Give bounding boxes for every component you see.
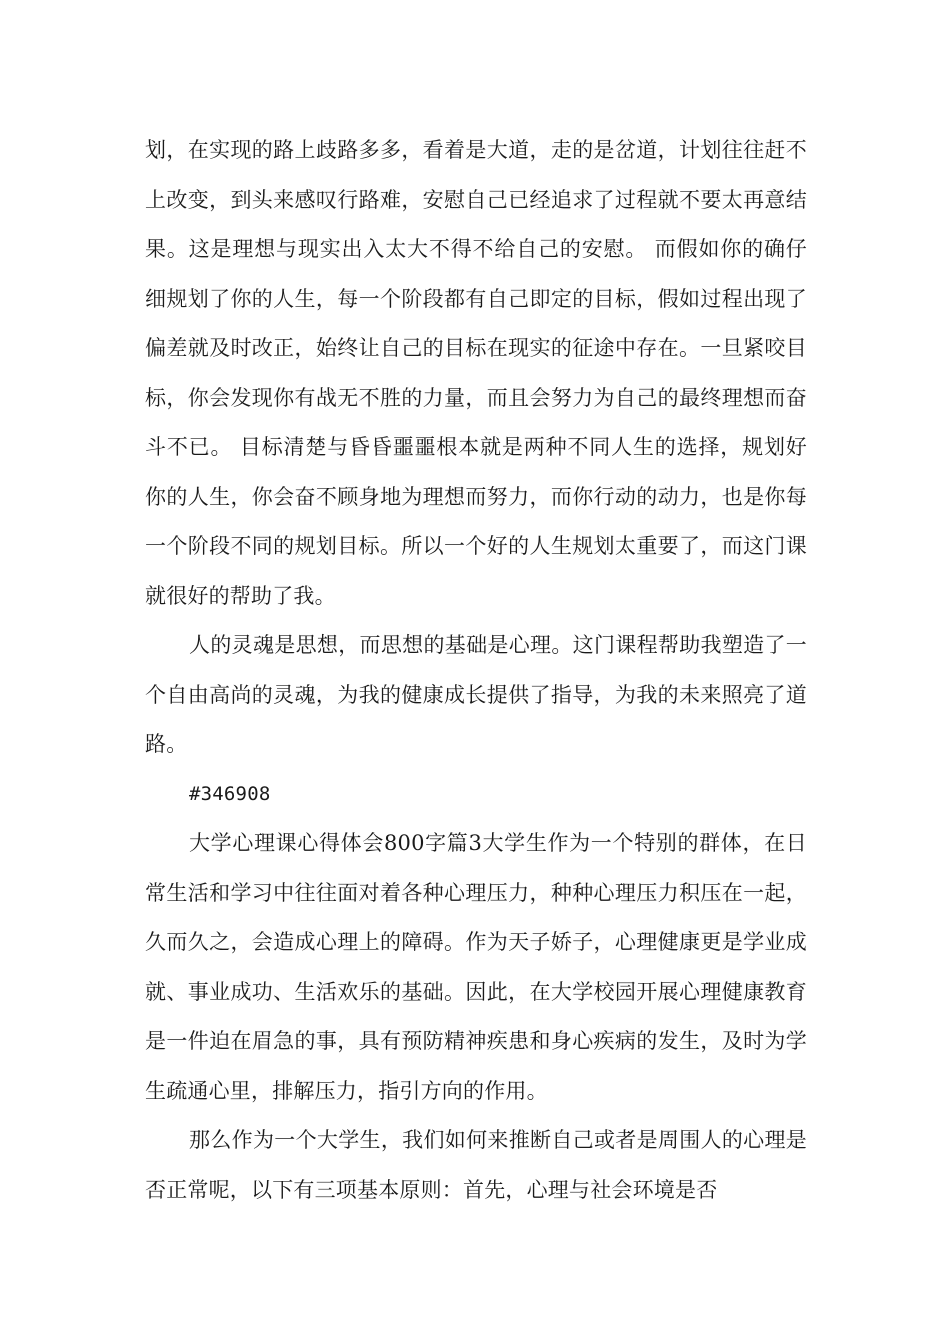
paragraph-continued-planning: 划，在实现的路上歧路多多，看着是大道，走的是岔道，计划往往赶不上改变，到头来感叹行路难，安慰自己已经追求了过程就不要太再意结果。这是理想与现实出入太大不得不给自己的安慰。 而假如你的确仔细规划了你的人生，每一个阶段都有自己即定的目标，假如过程出现了偏差就及时改正，始终让自己的目标在现实的征途中存在。一旦紧咬目标，你会发现你有战无不胜的力量，而且会努力为自己的最终理想而奋斗不已。 目标清楚与昏昏噩噩根本就是两种不同人生的选择，规划好你的人生，你会奋不顾身地为理想而努力，而你行动的动力，也是你每一个阶段不同的规划目标。所以一个好的人生规划太重要了，而这门课就很好的帮助了我。 xyxy=(145,138,807,608)
document-body xyxy=(145,126,807,1215)
paragraph-soul-and-mind: 人的灵魂是思想，而思想的基础是心理。这门课程帮助我塑造了一个自由高尚的灵魂，为我的健康成长提供了指导，为我的未来照亮了道路。 xyxy=(145,633,807,756)
paragraph-essay-3-intro: 大学心理课心得体会800字篇3大学生作为一个特别的群体，在日常生活和学习中往往面对着各种心理压力，种种心理压力积压在一起，久而久之，会造成心理上的障碍。作为天子娇子，心理健康更是学业成就、事业成功、生活欢乐的基础。因此，在大学校园开展心理健康教育是一件迫在眉急的事，具有预防精神疾患和身心疾病的发生，及时为学生疏通心里，排解压力，指引方向的作用。 xyxy=(145,831,807,1103)
document-id-marker: #346908 xyxy=(189,782,271,805)
paragraph-principles: 那么作为一个大学生，我们如何来推断自己或者是周围人的心理是否正常呢，以下有三项基本原则：首先，心理与社会环境是否 xyxy=(145,1128,807,1202)
